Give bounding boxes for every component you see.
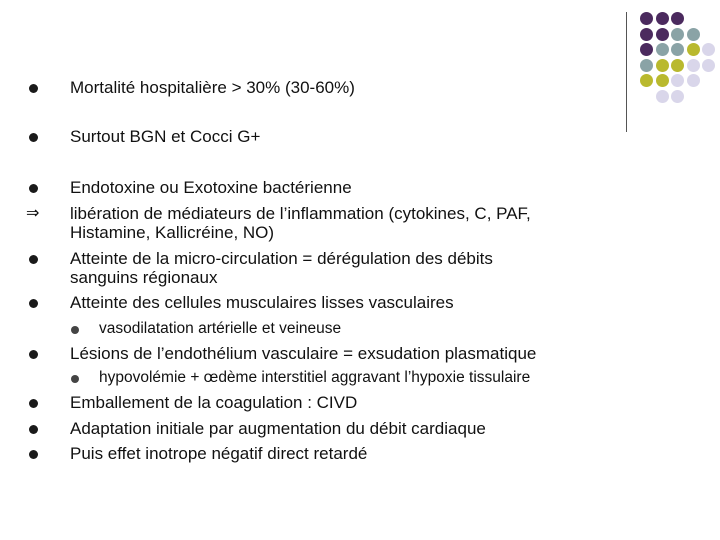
bullet-text: Endotoxine ou Exotoxine bactérienne (70, 178, 352, 197)
divider-line (626, 12, 627, 132)
decor-dot (671, 74, 684, 87)
decor-dot (656, 43, 669, 56)
decor-dot (687, 59, 700, 72)
decor-dot (656, 59, 669, 72)
bullet-text: libération de médiateurs de l’inflammation (cytokines, C, PAF, (70, 204, 531, 223)
bullet-dot-icon (29, 399, 38, 408)
implies-arrow-icon: ⇒ (26, 205, 40, 222)
bullet-text: Emballement de la coagulation : CIVD (70, 393, 358, 412)
decor-dot (671, 28, 684, 41)
bullet-dot-icon (29, 350, 38, 359)
sub-bullet-dot-icon (71, 326, 79, 334)
decor-dot (702, 59, 715, 72)
decor-dot (640, 12, 653, 25)
decor-dot (656, 74, 669, 87)
bullet-text: sanguins régionaux (70, 268, 218, 287)
decor-dot (671, 12, 684, 25)
decor-dot (687, 74, 700, 87)
bullet-text: Puis effet inotrope négatif direct retardé (70, 444, 368, 463)
sub-bullet-text: vasodilatation artérielle et veineuse (99, 320, 342, 337)
bullet-dot-icon (29, 255, 38, 264)
decor-dot (687, 28, 700, 41)
bullet-dot-icon (29, 299, 38, 308)
decor-dot (640, 28, 653, 41)
bullet-text: Adaptation initiale par augmentation du débit cardiaque (70, 419, 486, 438)
bullet-text: Histamine, Kallicréine, NO) (70, 223, 275, 242)
decorative-dot-grid (640, 12, 720, 122)
bullet-text: Mortalité hospitalière > 30% (30-60%) (70, 78, 355, 97)
decor-dot (656, 28, 669, 41)
decor-dot (640, 74, 653, 87)
decor-dot (656, 90, 669, 103)
decor-dot (671, 59, 684, 72)
sub-bullet-dot-icon (71, 375, 79, 383)
bullet-text: Atteinte des cellules musculaires lisses vasculaires (70, 293, 454, 312)
bullet-dot-icon (29, 184, 38, 193)
decor-dot (702, 43, 715, 56)
bullet-dot-icon (29, 84, 38, 93)
bullet-dot-icon (29, 425, 38, 434)
decor-dot (640, 43, 653, 56)
bullet-dot-icon (29, 450, 38, 459)
decor-dot (687, 43, 700, 56)
sub-bullet-text: hypovolémie + œdème interstitiel aggravant l’hypoxie tissulaire (99, 369, 531, 386)
decor-dot (640, 59, 653, 72)
bullet-text: Lésions de l’endothélium vasculaire = exsudation plasmatique (70, 344, 537, 363)
bullet-dot-icon (29, 133, 38, 142)
decor-dot (671, 90, 684, 103)
decor-dot (656, 12, 669, 25)
decor-dot (671, 43, 684, 56)
bullet-text: Atteinte de la micro-circulation = dérégulation des débits (70, 249, 493, 268)
bullet-text: Surtout BGN et Cocci G+ (70, 127, 261, 146)
